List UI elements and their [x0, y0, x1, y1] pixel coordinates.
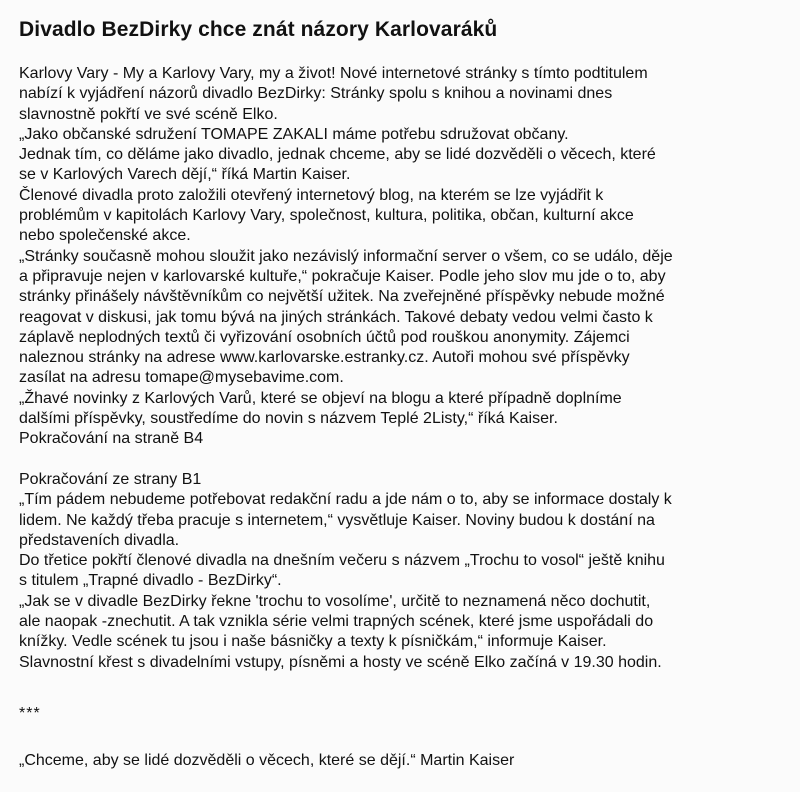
article-headline: Divadlo BezDirky chce znát názory Karlovaráků	[19, 18, 498, 41]
article-line: zasílat na adresu tomape@mysebavime.com.	[19, 369, 344, 387]
article-line: ale naopak -znechutit. A tak vznikla série velmi trapných scének, které jsme uspořádali do	[19, 613, 654, 631]
article-line: a připravuje nejen v karlovarské kultuře,“ pokračuje Kaiser. Podle jeho slov mu jde o to, aby	[19, 267, 666, 285]
article-part-1	[19, 64, 799, 450]
article-line: představeních divadla.	[19, 531, 180, 549]
article-line: „Stránky současně mohou sloužit jako nezávislý informační server o všem, co se událo, děje	[19, 247, 673, 265]
article-line: se v Karlových Varech dějí,“ říká Martin Kaiser.	[19, 166, 351, 184]
article-line: lidem. Ne každý třeba pracuje s internetem,“ vysvětluje Kaiser. Noviny budou k dostání na	[19, 511, 655, 529]
article-line: reagovat v diskusi, jak tomu bývá na jiných stránkách. Takové debaty vedou velmi často k	[19, 308, 653, 326]
pull-quote: „Chceme, aby se lidé dozvěděli o věcech, které se dějí.“ Martin Kaiser	[19, 752, 515, 769]
article-line: „Žhavé novinky z Karlových Varů, které se objeví na blogu a které případně doplníme	[19, 389, 622, 407]
section-separator: ***	[19, 705, 41, 722]
article-line: „Jako občanské sdružení TOMAPE ZAKALI máme potřebu sdružovat občany.	[19, 125, 569, 143]
article-line: nabízí k vyjádření názorů divadlo BezDirky: Stránky spolu s knihou a novinami dnes	[19, 85, 613, 103]
article-line: problémům v kapitolách Karlovy Vary, společnost, kultura, politika, občan, kulturní akce	[19, 207, 634, 225]
article-line: knížky. Vedle scének tu jsou i naše básničky a texty k písničkám,“ informuje Kaiser.	[19, 633, 607, 651]
continued-on-note: Pokračování na straně B4	[19, 430, 204, 448]
article-line: dalšími příspěvky, soustředíme do novin s názvem Teplé 2Listy,“ říká Kaiser.	[19, 410, 558, 428]
article-line: Do třetice pokřtí členové divadla na dnešním večeru s názvem „Trochu to vosol“ ještě knihu	[19, 552, 665, 570]
continued-from-note: Pokračování ze strany B1	[19, 470, 202, 488]
article-line: Slavnostní křest s divadelními vstupy, písněmi a hosty ve scéně Elko začíná v 19.30 hodin.	[19, 653, 662, 671]
article-line: „Tím pádem nebudeme potřebovat redakční radu a jde nám o to, aby se informace dostaly k	[19, 491, 672, 509]
article-line: „Jak se v divadle BezDirky řekne 'trochu to vosolíme', určitě to neznamená něco dochutit,	[19, 592, 651, 610]
article-line: s titulem „Trapné divadlo - BezDirky“.	[19, 572, 282, 590]
article-body	[19, 64, 799, 673]
article-line: Jednak tím, co děláme jako divadlo, jednak chceme, aby se lidé dozvěděli o věcech, které	[19, 146, 656, 164]
article-line: Karlovy Vary - My a Karlovy Vary, my a život! Nové internetové stránky s tímto podtitulem	[19, 65, 648, 82]
article-line: stránky přinášely návštěvníkům co největší užitek. Na zveřejněné příspěvky nebude možné	[19, 288, 665, 306]
article-line: nebo společenské akce.	[19, 227, 191, 245]
article-line: naleznou stránky na adrese www.karlovarske.estranky.cz. Autoři mohou své příspěvky	[19, 349, 630, 367]
article-line: slavnostně pokřtí ve své scéně Elko.	[19, 105, 278, 123]
article-line: záplavě neplodných textů či vyřizování osobních účtů pod rouškou anonymity. Zájemci	[19, 328, 630, 346]
article-line: Členové divadla proto založili otevřený internetový blog, na kterém se lze vyjádřit k	[19, 186, 604, 204]
paragraph-gap	[19, 450, 799, 470]
article-part-2	[19, 470, 799, 673]
